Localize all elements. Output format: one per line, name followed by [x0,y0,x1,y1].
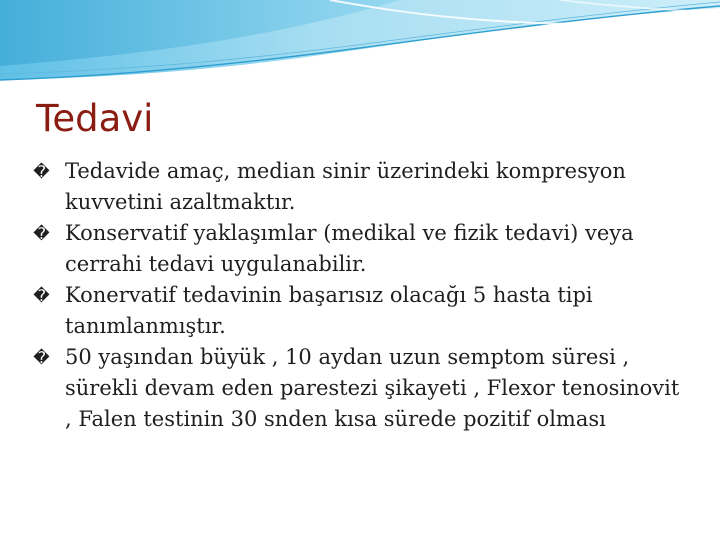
bullet-list [32,156,692,435]
bullet-text: Tedavide amaç, median sinir üzerindeki kompresyon kuvvetini azaltmaktır. [65,159,626,214]
bullet-icon: � [33,286,50,305]
bullet-item [32,342,692,435]
bullet-item [32,218,692,280]
bullet-icon: � [33,224,50,243]
bullet-text: 50 yaşından büyük , 10 aydan uzun semptom süresi , sürekli devam eden parestezi şikayeti , Flexor tenosinovit , Falen testinin 30 snden kısa sürede pozitif olması [65,345,680,431]
bullet-text: Konervatif tedavinin başarısız olacağı 5 hasta tipi tanımlanmıştır. [65,283,593,338]
bullet-item [32,280,692,342]
header-wave-decoration [0,0,720,90]
bullet-item [32,156,692,218]
bullet-text: Konservatif yaklaşımlar (medikal ve fizik tedavi) veya cerrahi tedavi uygulanabilir. [65,221,634,276]
bullet-icon: � [33,348,50,367]
bullet-icon: � [33,162,50,181]
slide-title: Tedavi [36,97,154,140]
